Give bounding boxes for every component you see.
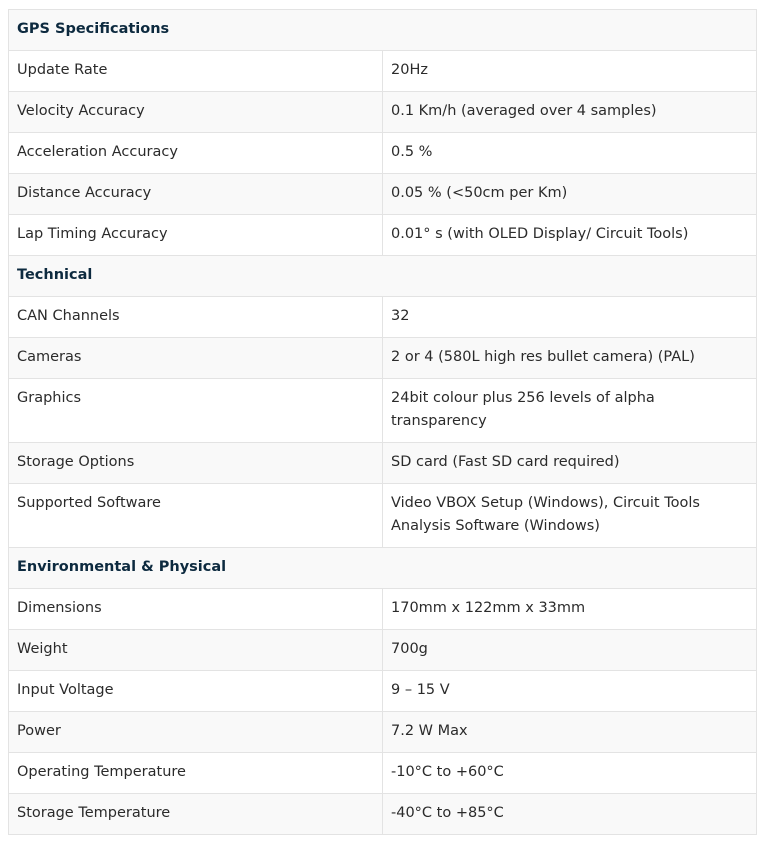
table-row	[9, 133, 757, 174]
row-value: SD card (Fast SD card required)	[383, 443, 757, 484]
row-value: 7.2 W Max	[383, 712, 757, 753]
section-title: Environmental & Physical	[9, 548, 757, 589]
row-label: Storage Temperature	[9, 794, 383, 835]
row-label: Supported Software	[9, 484, 383, 548]
row-label: Operating Temperature	[9, 753, 383, 794]
row-label: Acceleration Accuracy	[9, 133, 383, 174]
table-row	[9, 174, 757, 215]
specifications-table	[8, 9, 757, 835]
table-row	[9, 92, 757, 133]
row-value: 170mm x 122mm x 33mm	[383, 589, 757, 630]
row-value: 2 or 4 (580L high res bullet camera) (PAL)	[383, 338, 757, 379]
table-row	[9, 712, 757, 753]
table-row	[9, 671, 757, 712]
row-label: Cameras	[9, 338, 383, 379]
table-row	[9, 794, 757, 835]
row-label: Dimensions	[9, 589, 383, 630]
row-label: CAN Channels	[9, 297, 383, 338]
table-row	[9, 443, 757, 484]
row-value: 9 – 15 V	[383, 671, 757, 712]
table-row	[9, 379, 757, 443]
row-value: 0.5 %	[383, 133, 757, 174]
row-value: -40°C to +85°C	[383, 794, 757, 835]
table-row	[9, 297, 757, 338]
row-value: 20Hz	[383, 51, 757, 92]
table-row	[9, 51, 757, 92]
row-label: Power	[9, 712, 383, 753]
row-value: -10°C to +60°C	[383, 753, 757, 794]
row-label: Lap Timing Accuracy	[9, 215, 383, 256]
row-value: Video VBOX Setup (Windows), Circuit Tools Analysis Software (Windows)	[383, 484, 757, 548]
section-header-gps	[9, 10, 757, 51]
table-row	[9, 589, 757, 630]
row-label: Distance Accuracy	[9, 174, 383, 215]
row-value: 24bit colour plus 256 levels of alpha transparency	[383, 379, 757, 443]
row-label: Input Voltage	[9, 671, 383, 712]
row-value: 32	[383, 297, 757, 338]
row-label: Weight	[9, 630, 383, 671]
section-title: Technical	[9, 256, 757, 297]
table-row	[9, 753, 757, 794]
section-header-environmental	[9, 548, 757, 589]
table-row	[9, 484, 757, 548]
row-label: Graphics	[9, 379, 383, 443]
row-value: 700g	[383, 630, 757, 671]
table-row	[9, 215, 757, 256]
row-value: 0.05 % (<50cm per Km)	[383, 174, 757, 215]
row-label: Velocity Accuracy	[9, 92, 383, 133]
row-label: Update Rate	[9, 51, 383, 92]
section-header-technical	[9, 256, 757, 297]
row-label: Storage Options	[9, 443, 383, 484]
row-value: 0.1 Km/h (averaged over 4 samples)	[383, 92, 757, 133]
section-title: GPS Specifications	[9, 10, 757, 51]
table-row	[9, 630, 757, 671]
row-value: 0.01° s (with OLED Display/ Circuit Tools)	[383, 215, 757, 256]
table-row	[9, 338, 757, 379]
